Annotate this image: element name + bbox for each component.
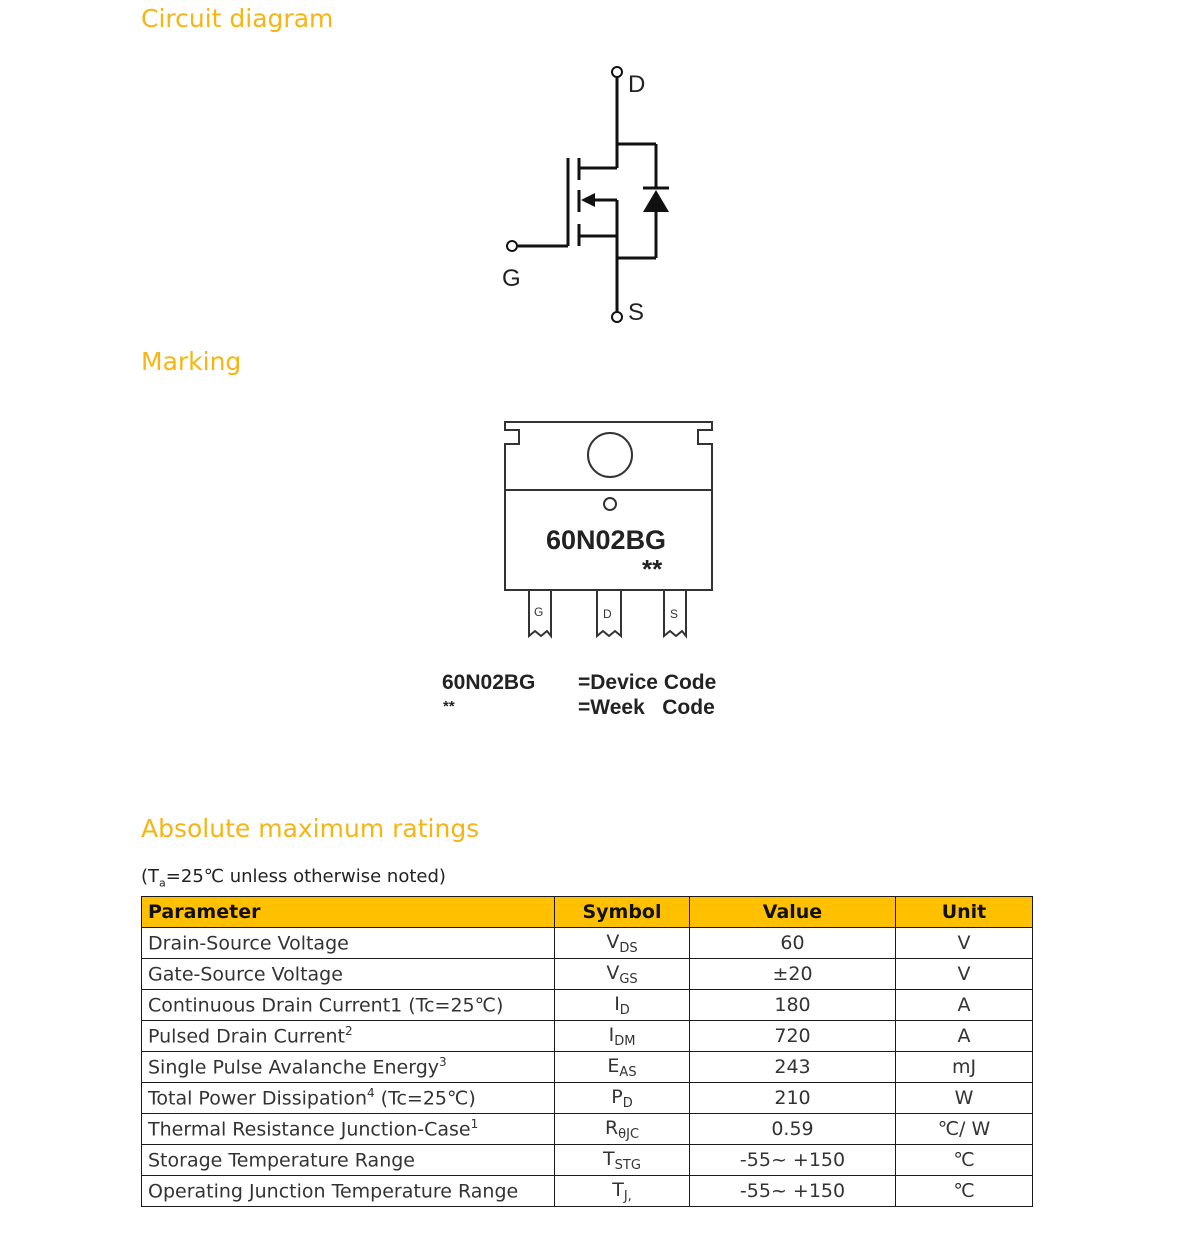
source-terminal <box>612 312 622 322</box>
unit-cell: V <box>896 928 1033 959</box>
value-cell: ±20 <box>690 959 896 990</box>
parameter-cell: Operating Junction Temperature Range <box>142 1176 555 1207</box>
legend-week-code-key: ** <box>443 698 455 715</box>
unit-cell: ℃ <box>896 1176 1033 1207</box>
mosfet-circuit-diagram <box>490 58 690 330</box>
symbol-cell: $T_{STG}$ <box>555 1145 690 1176</box>
table-header-row <box>142 897 1033 928</box>
circuit-diagram-title: Circuit diagram <box>141 4 334 33</box>
header-unit: Unit <box>896 897 1033 928</box>
pin-d-label: D <box>628 71 646 98</box>
table-row <box>142 1176 1033 1207</box>
symbol-cell: $I_{DM}$ <box>555 1021 690 1052</box>
table-row <box>142 1145 1033 1176</box>
package-week-code: ** <box>642 554 663 584</box>
table-row <box>142 1114 1033 1145</box>
header-value: Value <box>690 897 896 928</box>
table-row <box>142 1021 1033 1052</box>
lead-label-g: G <box>534 605 544 619</box>
mounting-hole <box>588 433 632 477</box>
parameter-cell: Thermal Resistance Junction-Case$^1$ <box>142 1114 555 1145</box>
value-cell: 243 <box>690 1052 896 1083</box>
table-row <box>142 990 1033 1021</box>
value-cell: 210 <box>690 1083 896 1114</box>
pin-s-label: S <box>628 299 645 326</box>
unit-cell: A <box>896 990 1033 1021</box>
absolute-maximum-ratings-title: Absolute maximum ratings <box>141 814 480 843</box>
table-row <box>142 1083 1033 1114</box>
unit-cell: W <box>896 1083 1033 1114</box>
lead-label-s: S <box>670 607 679 621</box>
symbol-cell: $R_{\theta JC}$ <box>555 1114 690 1145</box>
parameter-cell: Storage Temperature Range <box>142 1145 555 1176</box>
value-cell: -55~ +150 <box>690 1176 896 1207</box>
unit-cell: A <box>896 1021 1033 1052</box>
table-row <box>142 959 1033 990</box>
package-device-code: 60N02BG <box>546 525 667 555</box>
value-cell: 60 <box>690 928 896 959</box>
gate-terminal <box>507 241 517 251</box>
unit-cell: mJ <box>896 1052 1033 1083</box>
unit-cell: ℃/ W <box>896 1114 1033 1145</box>
header-parameter: Parameter <box>142 897 555 928</box>
package-marking-drawing <box>498 418 720 648</box>
value-cell: 720 <box>690 1021 896 1052</box>
parameter-cell: Total Power Dissipation$^4$ (Tc=25℃) <box>142 1083 555 1114</box>
symbol-cell: $V_{GS}$ <box>555 959 690 990</box>
parameter-cell: Drain-Source Voltage <box>142 928 555 959</box>
symbol-cell: $E_{AS}$ <box>555 1052 690 1083</box>
pin1-dot <box>604 498 616 510</box>
value-cell: 0.59 <box>690 1114 896 1145</box>
legend-week-code-meaning: =Week Code <box>578 696 715 719</box>
value-cell: -55~ +150 <box>690 1145 896 1176</box>
symbol-cell: $T_{J,}$ <box>555 1176 690 1207</box>
parameter-cell: Pulsed Drain Current$^2$ <box>142 1021 555 1052</box>
value-cell: 180 <box>690 990 896 1021</box>
pin-g-label: G <box>502 265 521 292</box>
ratings-condition-note: ($T_a=25℃$ unless otherwise noted) <box>141 866 446 890</box>
table-row <box>142 1052 1033 1083</box>
symbol-cell: $P_D$ <box>555 1083 690 1114</box>
legend-device-code-key: 60N02BG <box>442 671 536 694</box>
legend-device-code-meaning: =Device Code <box>578 671 717 694</box>
symbol-cell: $I_D$ <box>555 990 690 1021</box>
table-row <box>142 928 1033 959</box>
header-symbol: Symbol <box>555 897 690 928</box>
symbol-cell: $V_{DS}$ <box>555 928 690 959</box>
unit-cell: V <box>896 959 1033 990</box>
marking-title: Marking <box>141 347 242 376</box>
lead-label-d: D <box>603 607 612 621</box>
absolute-maximum-ratings-table <box>141 896 1033 1207</box>
unit-cell: ℃ <box>896 1145 1033 1176</box>
parameter-cell: Gate-Source Voltage <box>142 959 555 990</box>
parameter-cell: Single Pulse Avalanche Energy$^3$ <box>142 1052 555 1083</box>
drain-terminal <box>612 67 622 77</box>
parameter-cell: Continuous Drain Current1 (Tc=25℃) <box>142 990 555 1021</box>
